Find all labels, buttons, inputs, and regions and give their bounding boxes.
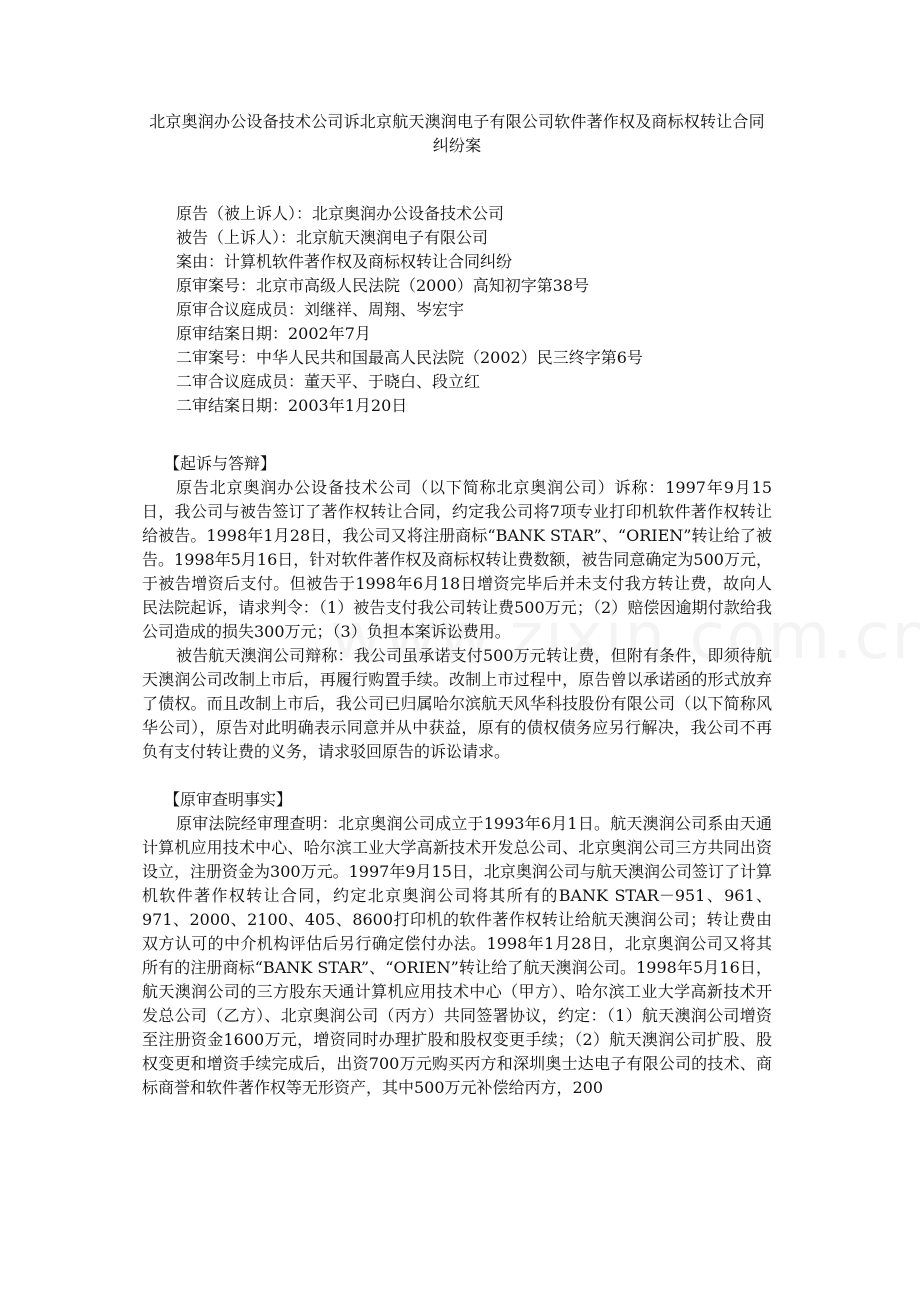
case-info-block xyxy=(142,202,772,418)
case-info-first-instance-panel: 原审合议庭成员：刘继祥、周翔、岑宏宇 xyxy=(176,300,465,319)
case-info-second-instance-number: 二审案号：中华人民共和国最高人民法院（2002）民三终字第6号 xyxy=(176,348,643,367)
section-heading-facts: 【原审查明事实】 xyxy=(164,790,293,809)
section-facts xyxy=(142,788,772,1100)
case-info-first-instance-number: 原审案号：北京市高级人民法院（2000）高知初字第38号 xyxy=(176,276,590,295)
case-info-first-instance-date: 原审结案日期：2002年7月 xyxy=(176,324,371,343)
case-info-second-instance-panel: 二审合议庭成员：董天平、于晓白、段立红 xyxy=(176,372,481,391)
paragraph-defendant-defense: 被告航天澳润公司辩称：我公司虽承诺支付500万元转让费，但附有条件，即须待航天澳润公司改制上市后，再履行购置手续。改制上市过程中，原告曾以承诺函的形式放弃了债权。而且改制上市后，我公司已归属哈尔滨航天风华科技股份有限公司（以下简称风华公司），原告对此明确表示同意并从中获益，原有的债权债务应另行解决，我公司不再负有支付转让费的义务，请求驳回原告的诉讼请求。 xyxy=(142,646,772,761)
section-heading-pleadings: 【起诉与答辩】 xyxy=(164,454,277,473)
case-info-plaintiff: 原告（被上诉人）：北京奥润办公设备技术公司 xyxy=(176,204,505,223)
case-info-defendant: 被告（上诉人）：北京航天澳润电子有限公司 xyxy=(176,228,489,247)
document-page xyxy=(142,110,772,1124)
paragraph-facts-found: 原审法院经审理查明：北京奥润公司成立于1993年6月1日。航天澳润公司系由天通计算机应用技术中心、哈尔滨工业大学高新技术开发总公司、北京奥润公司三方共同出资设立，注册资金为300万元。1997年9月15日，北京奥润公司与航天澳润公司签订了计算机软件著作权转让合同，约定北京奥润公司将其所有的BANK STAR－951、961、971、2000、2100、405、8600打印机的软件著作权转让给航天澳润公司；转让费由双方认可的中介机构评估后另行确定偿付办法。1998年1月28日，北京奥润公司又将其所有的注册商标“BANK STAR”、“ORIEN”转让给了航天澳润公司。1998年5月16日，航天澳润公司的三方股东天通计算机应用技术中心（甲方）、哈尔滨工业大学高新技术开发总公司（乙方）、北京奥润公司（丙方）共同签署协议，约定：（1）航天澳润公司增资至注册资金1600万元，增资同时办理扩股和股权变更手续；（2）航天澳润公司扩股、股权变更和增资手续完成后，出资700万元购买丙方和深圳奥士达电子有限公司的技术、商标商誉和软件著作权等无形资产，其中500万元补偿给丙方，200 xyxy=(142,814,772,1097)
case-info-second-instance-date: 二审结案日期：2003年1月20日 xyxy=(176,396,408,415)
case-info-cause: 案由：计算机软件著作权及商标权转让合同纠纷 xyxy=(176,252,513,271)
paragraph-plaintiff-claim: 原告北京奥润办公设备技术公司（以下简称北京奥润公司）诉称：1997年9月15日，我公司与被告签订了著作权转让合同，约定我公司将7项专业打印机软件著作权转让给被告。1998年1月28日，我公司又将注册商标“BANK STAR”、“ORIEN”转让给了被告。1998年5月16日，针对软件著作权及商标权转让费数额，被告同意确定为500万元，于被告增资后支付。但被告于1998年6月18日增资完毕后并未支付我方转让费，故向人民法院起诉，请求判令：（1）被告支付我公司转让费500万元；（2）赔偿因逾期付款给我公司造成的损失300万元；（3）负担本案诉讼费用。 xyxy=(142,478,772,641)
document-title: 北京奥润办公设备技术公司诉北京航天澳润电子有限公司软件著作权及商标权转让合同纠纷案 xyxy=(149,112,765,155)
section-pleadings xyxy=(142,452,772,764)
